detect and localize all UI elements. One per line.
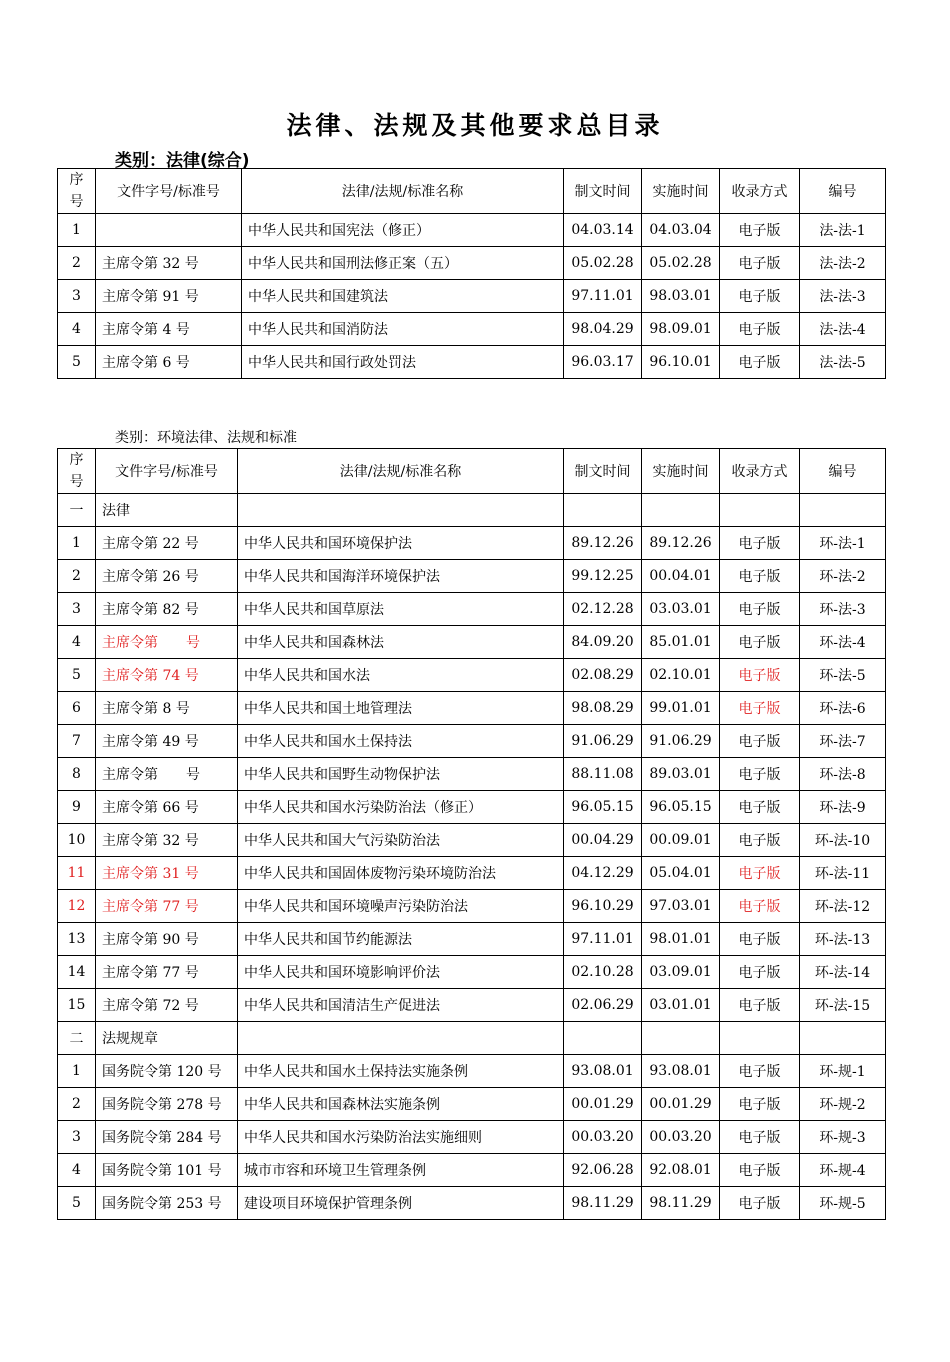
cell-issued: 98.11.29 bbox=[564, 1187, 642, 1220]
cell-code bbox=[800, 1022, 886, 1055]
cell-issued: 02.12.28 bbox=[564, 593, 642, 626]
cell-name: 中华人民共和国建筑法 bbox=[242, 280, 564, 313]
table-row bbox=[58, 247, 886, 280]
cell-method: 电子版 bbox=[720, 527, 800, 560]
cell-doc-no: 主席令第 82 号 bbox=[96, 593, 238, 626]
cell-code: 环-法-11 bbox=[800, 857, 886, 890]
header-doc-no: 文件字号/标准号 bbox=[96, 449, 238, 494]
cell-seq: 5 bbox=[58, 659, 96, 692]
cell-effective: 05.04.01 bbox=[642, 857, 720, 890]
cell-code: 环-法-12 bbox=[800, 890, 886, 923]
cell-code: 环-法-5 bbox=[800, 659, 886, 692]
header-code: 编号 bbox=[800, 169, 886, 214]
environment-law-table bbox=[57, 448, 886, 1220]
cell-effective: 04.03.04 bbox=[642, 214, 720, 247]
cell-name: 中华人民共和国水土保持法 bbox=[238, 725, 564, 758]
table-row bbox=[58, 659, 886, 692]
cell-name: 中华人民共和国消防法 bbox=[242, 313, 564, 346]
cell-doc-no: 主席令第 4 号 bbox=[96, 313, 242, 346]
cell-seq: 8 bbox=[58, 758, 96, 791]
cell-doc-no: 主席令第 49 号 bbox=[96, 725, 238, 758]
cell-seq: 4 bbox=[58, 313, 96, 346]
cell-method: 电子版 bbox=[720, 659, 800, 692]
general-law-table bbox=[57, 168, 886, 379]
cell-name: 中华人民共和国固体废物污染环境防治法 bbox=[238, 857, 564, 890]
cell-code: 环-规-2 bbox=[800, 1088, 886, 1121]
cell-issued: 00.03.20 bbox=[564, 1121, 642, 1154]
table-row bbox=[58, 527, 886, 560]
cell-code: 环-法-1 bbox=[800, 527, 886, 560]
header-method: 收录方式 bbox=[720, 169, 800, 214]
cell-method: 电子版 bbox=[720, 1088, 800, 1121]
table-row bbox=[58, 560, 886, 593]
table-row bbox=[58, 1154, 886, 1187]
cell-code: 环-法-9 bbox=[800, 791, 886, 824]
table-row bbox=[58, 791, 886, 824]
cell-issued: 92.06.28 bbox=[564, 1154, 642, 1187]
cell-effective: 89.12.26 bbox=[642, 527, 720, 560]
cell-code: 环-法-6 bbox=[800, 692, 886, 725]
cell-method: 电子版 bbox=[720, 989, 800, 1022]
cell-name: 城市市容和环境卫生管理条例 bbox=[238, 1154, 564, 1187]
cell-seq: 3 bbox=[58, 1121, 96, 1154]
cell-name: 中华人民共和国森林法实施条例 bbox=[238, 1088, 564, 1121]
cell-issued: 97.11.01 bbox=[564, 923, 642, 956]
cell-doc-no: 主席令第 32 号 bbox=[96, 247, 242, 280]
cell-method: 电子版 bbox=[720, 560, 800, 593]
cell-name: 中华人民共和国水土保持法实施条例 bbox=[238, 1055, 564, 1088]
cell-name bbox=[238, 1022, 564, 1055]
cell-name: 中华人民共和国环境噪声污染防治法 bbox=[238, 890, 564, 923]
cell-method: 电子版 bbox=[720, 692, 800, 725]
cell-name: 中华人民共和国水法 bbox=[238, 659, 564, 692]
cell-seq: 7 bbox=[58, 725, 96, 758]
page-title: 法律、法规及其他要求总目录 bbox=[286, 111, 664, 140]
cell-code: 环-法-10 bbox=[800, 824, 886, 857]
cell-issued: 96.03.17 bbox=[564, 346, 642, 379]
cell-doc-no: 国务院令第 253 号 bbox=[96, 1187, 238, 1220]
cell-name: 中华人民共和国水污染防治法（修正） bbox=[238, 791, 564, 824]
cell-issued: 05.02.28 bbox=[564, 247, 642, 280]
cell-doc-no: 主席令第 号 bbox=[96, 758, 238, 791]
cell-effective: 96.10.01 bbox=[642, 346, 720, 379]
cell-issued: 04.12.29 bbox=[564, 857, 642, 890]
cell-effective: 05.02.28 bbox=[642, 247, 720, 280]
table-row bbox=[58, 346, 886, 379]
cell-seq: 1 bbox=[58, 1055, 96, 1088]
cell-method: 电子版 bbox=[720, 824, 800, 857]
cell-name bbox=[238, 494, 564, 527]
cell-name: 建设项目环境保护管理条例 bbox=[238, 1187, 564, 1220]
table-row bbox=[58, 824, 886, 857]
cell-code: 环-规-5 bbox=[800, 1187, 886, 1220]
cell-doc-no: 主席令第 32 号 bbox=[96, 824, 238, 857]
cell-issued: 99.12.25 bbox=[564, 560, 642, 593]
cell-issued: 84.09.20 bbox=[564, 626, 642, 659]
cell-effective: 03.09.01 bbox=[642, 956, 720, 989]
cell-seq: 4 bbox=[58, 626, 96, 659]
cell-effective: 00.09.01 bbox=[642, 824, 720, 857]
cell-method: 电子版 bbox=[720, 1154, 800, 1187]
cell-code: 法-法-1 bbox=[800, 214, 886, 247]
cell-method: 电子版 bbox=[720, 346, 800, 379]
cell-issued: 02.08.29 bbox=[564, 659, 642, 692]
cell-issued: 02.10.28 bbox=[564, 956, 642, 989]
cell-name: 中华人民共和国大气污染防治法 bbox=[238, 824, 564, 857]
cell-effective: 98.03.01 bbox=[642, 280, 720, 313]
cell-name: 中华人民共和国行政处罚法 bbox=[242, 346, 564, 379]
table-row bbox=[58, 758, 886, 791]
cell-effective: 93.08.01 bbox=[642, 1055, 720, 1088]
cell-name: 中华人民共和国宪法（修正） bbox=[242, 214, 564, 247]
cell-seq: 12 bbox=[58, 890, 96, 923]
table-row bbox=[58, 626, 886, 659]
cell-doc-no: 主席令第 74 号 bbox=[96, 659, 238, 692]
cell-code: 环-法-15 bbox=[800, 989, 886, 1022]
header-seq: 序 号 bbox=[58, 169, 96, 214]
cell-method: 电子版 bbox=[720, 725, 800, 758]
header-effective: 实施时间 bbox=[642, 449, 720, 494]
cell-issued: 96.10.29 bbox=[564, 890, 642, 923]
cell-name: 中华人民共和国清洁生产促进法 bbox=[238, 989, 564, 1022]
table-row bbox=[58, 956, 886, 989]
cell-seq: 2 bbox=[58, 1088, 96, 1121]
table-row bbox=[58, 280, 886, 313]
cell-code: 环-规-3 bbox=[800, 1121, 886, 1154]
cell-effective bbox=[642, 1022, 720, 1055]
table-row bbox=[58, 923, 886, 956]
cell-code: 法-法-4 bbox=[800, 313, 886, 346]
cell-method: 电子版 bbox=[720, 280, 800, 313]
cell-method: 电子版 bbox=[720, 593, 800, 626]
cell-name: 中华人民共和国节约能源法 bbox=[238, 923, 564, 956]
cell-doc-no: 主席令第 号 bbox=[96, 626, 238, 659]
cell-doc-no: 国务院令第 278 号 bbox=[96, 1088, 238, 1121]
cell-seq: 11 bbox=[58, 857, 96, 890]
cell-seq: 1 bbox=[58, 214, 96, 247]
cell-code: 环-规-4 bbox=[800, 1154, 886, 1187]
cell-doc-no: 主席令第 26 号 bbox=[96, 560, 238, 593]
cell-code: 环-规-1 bbox=[800, 1055, 886, 1088]
cell-seq: 二 bbox=[58, 1022, 96, 1055]
cell-seq: 5 bbox=[58, 1187, 96, 1220]
table-row bbox=[58, 1022, 886, 1055]
cell-method: 电子版 bbox=[720, 890, 800, 923]
cell-seq: 2 bbox=[58, 560, 96, 593]
category-label-general-law: 类别：法律(综合) bbox=[115, 151, 250, 171]
cell-effective: 98.11.29 bbox=[642, 1187, 720, 1220]
cell-name: 中华人民共和国刑法修正案（五） bbox=[242, 247, 564, 280]
cell-method: 电子版 bbox=[720, 923, 800, 956]
cell-code: 环-法-2 bbox=[800, 560, 886, 593]
cell-method bbox=[720, 494, 800, 527]
cell-issued: 00.01.29 bbox=[564, 1088, 642, 1121]
cell-method: 电子版 bbox=[720, 214, 800, 247]
cell-seq: 5 bbox=[58, 346, 96, 379]
table-header-row bbox=[58, 449, 886, 494]
cell-seq: 14 bbox=[58, 956, 96, 989]
cell-issued: 04.03.14 bbox=[564, 214, 642, 247]
cell-effective: 98.01.01 bbox=[642, 923, 720, 956]
cell-issued: 93.08.01 bbox=[564, 1055, 642, 1088]
cell-doc-no bbox=[96, 214, 242, 247]
cell-doc-no: 主席令第 8 号 bbox=[96, 692, 238, 725]
cell-name: 中华人民共和国水污染防治法实施细则 bbox=[238, 1121, 564, 1154]
cell-issued: 98.04.29 bbox=[564, 313, 642, 346]
cell-doc-no: 国务院令第 120 号 bbox=[96, 1055, 238, 1088]
cell-seq: 1 bbox=[58, 527, 96, 560]
header-issued: 制文时间 bbox=[564, 169, 642, 214]
table-row bbox=[58, 313, 886, 346]
cell-method: 电子版 bbox=[720, 313, 800, 346]
cell-code: 环-法-14 bbox=[800, 956, 886, 989]
cell-doc-no: 法规规章 bbox=[96, 1022, 238, 1055]
cell-code: 环-法-8 bbox=[800, 758, 886, 791]
cell-effective: 00.04.01 bbox=[642, 560, 720, 593]
header-doc-no: 文件字号/标准号 bbox=[96, 169, 242, 214]
cell-issued: 97.11.01 bbox=[564, 280, 642, 313]
header-issued: 制文时间 bbox=[564, 449, 642, 494]
cell-effective: 03.01.01 bbox=[642, 989, 720, 1022]
header-method: 收录方式 bbox=[720, 449, 800, 494]
cell-doc-no: 主席令第 90 号 bbox=[96, 923, 238, 956]
cell-name: 中华人民共和国森林法 bbox=[238, 626, 564, 659]
cell-effective: 97.03.01 bbox=[642, 890, 720, 923]
cell-issued: 98.08.29 bbox=[564, 692, 642, 725]
cell-method: 电子版 bbox=[720, 626, 800, 659]
table-header-row bbox=[58, 169, 886, 214]
header-seq: 序 号 bbox=[58, 449, 96, 494]
cell-code: 环-法-7 bbox=[800, 725, 886, 758]
table-row bbox=[58, 1187, 886, 1220]
cell-name: 中华人民共和国环境影响评价法 bbox=[238, 956, 564, 989]
cell-name: 中华人民共和国草原法 bbox=[238, 593, 564, 626]
cell-issued: 00.04.29 bbox=[564, 824, 642, 857]
cell-seq: 15 bbox=[58, 989, 96, 1022]
table-row bbox=[58, 890, 886, 923]
table-row bbox=[58, 494, 886, 527]
cell-name: 中华人民共和国野生动物保护法 bbox=[238, 758, 564, 791]
cell-issued bbox=[564, 494, 642, 527]
table-row bbox=[58, 214, 886, 247]
cell-effective: 02.10.01 bbox=[642, 659, 720, 692]
cell-seq: 一 bbox=[58, 494, 96, 527]
cell-seq: 13 bbox=[58, 923, 96, 956]
cell-seq: 4 bbox=[58, 1154, 96, 1187]
cell-method bbox=[720, 1022, 800, 1055]
cell-method: 电子版 bbox=[720, 1055, 800, 1088]
cell-code: 法-法-3 bbox=[800, 280, 886, 313]
cell-effective: 98.09.01 bbox=[642, 313, 720, 346]
cell-code: 法-法-5 bbox=[800, 346, 886, 379]
cell-doc-no: 主席令第 31 号 bbox=[96, 857, 238, 890]
header-code: 编号 bbox=[800, 449, 886, 494]
cell-name: 中华人民共和国海洋环境保护法 bbox=[238, 560, 564, 593]
cell-method: 电子版 bbox=[720, 857, 800, 890]
cell-doc-no: 主席令第 66 号 bbox=[96, 791, 238, 824]
cell-effective: 92.08.01 bbox=[642, 1154, 720, 1187]
cell-doc-no: 主席令第 6 号 bbox=[96, 346, 242, 379]
header-name: 法律/法规/标准名称 bbox=[238, 449, 564, 494]
cell-issued: 02.06.29 bbox=[564, 989, 642, 1022]
cell-doc-no: 主席令第 22 号 bbox=[96, 527, 238, 560]
cell-issued: 88.11.08 bbox=[564, 758, 642, 791]
cell-method: 电子版 bbox=[720, 1187, 800, 1220]
cell-effective: 99.01.01 bbox=[642, 692, 720, 725]
header-name: 法律/法规/标准名称 bbox=[242, 169, 564, 214]
cell-effective bbox=[642, 494, 720, 527]
cell-doc-no: 国务院令第 101 号 bbox=[96, 1154, 238, 1187]
cell-effective: 96.05.15 bbox=[642, 791, 720, 824]
table-row bbox=[58, 593, 886, 626]
cell-seq: 2 bbox=[58, 247, 96, 280]
cell-effective: 85.01.01 bbox=[642, 626, 720, 659]
cell-issued: 91.06.29 bbox=[564, 725, 642, 758]
cell-issued bbox=[564, 1022, 642, 1055]
cell-seq: 3 bbox=[58, 280, 96, 313]
cell-code bbox=[800, 494, 886, 527]
table-row bbox=[58, 725, 886, 758]
cell-effective: 00.01.29 bbox=[642, 1088, 720, 1121]
cell-seq: 6 bbox=[58, 692, 96, 725]
cell-method: 电子版 bbox=[720, 247, 800, 280]
table-row bbox=[58, 1055, 886, 1088]
cell-name: 中华人民共和国土地管理法 bbox=[238, 692, 564, 725]
cell-doc-no: 法律 bbox=[96, 494, 238, 527]
cell-seq: 10 bbox=[58, 824, 96, 857]
cell-effective: 00.03.20 bbox=[642, 1121, 720, 1154]
table-row bbox=[58, 1121, 886, 1154]
cell-code: 环-法-13 bbox=[800, 923, 886, 956]
cell-doc-no: 主席令第 91 号 bbox=[96, 280, 242, 313]
cell-doc-no: 主席令第 77 号 bbox=[96, 890, 238, 923]
cell-seq: 3 bbox=[58, 593, 96, 626]
cell-method: 电子版 bbox=[720, 758, 800, 791]
cell-effective: 89.03.01 bbox=[642, 758, 720, 791]
cell-doc-no: 主席令第 77 号 bbox=[96, 956, 238, 989]
cell-doc-no: 主席令第 72 号 bbox=[96, 989, 238, 1022]
cell-seq: 9 bbox=[58, 791, 96, 824]
category-label-environment: 类别：环境法律、法规和标准 bbox=[115, 430, 297, 446]
cell-effective: 03.03.01 bbox=[642, 593, 720, 626]
cell-code: 环-法-3 bbox=[800, 593, 886, 626]
cell-doc-no: 国务院令第 284 号 bbox=[96, 1121, 238, 1154]
cell-method: 电子版 bbox=[720, 956, 800, 989]
table-row bbox=[58, 692, 886, 725]
cell-code: 环-法-4 bbox=[800, 626, 886, 659]
cell-method: 电子版 bbox=[720, 1121, 800, 1154]
cell-method: 电子版 bbox=[720, 791, 800, 824]
table-row bbox=[58, 857, 886, 890]
table-row bbox=[58, 989, 886, 1022]
cell-name: 中华人民共和国环境保护法 bbox=[238, 527, 564, 560]
table-row bbox=[58, 1088, 886, 1121]
cell-issued: 89.12.26 bbox=[564, 527, 642, 560]
header-effective: 实施时间 bbox=[642, 169, 720, 214]
cell-code: 法-法-2 bbox=[800, 247, 886, 280]
cell-issued: 96.05.15 bbox=[564, 791, 642, 824]
cell-effective: 91.06.29 bbox=[642, 725, 720, 758]
